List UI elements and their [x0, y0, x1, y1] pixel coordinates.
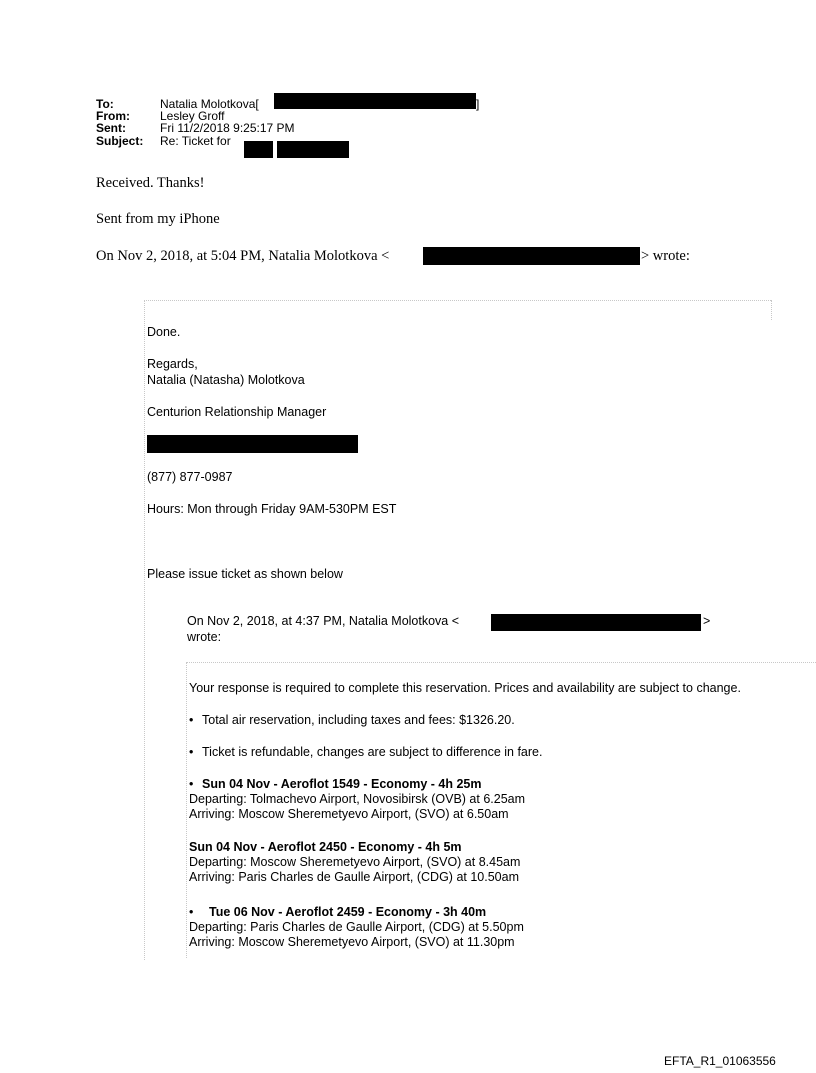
from-label: From:	[96, 109, 130, 123]
quote1-phone: (877) 877-0987	[147, 470, 233, 484]
redaction-subject-first	[244, 141, 273, 158]
flight-2-departing: Departing: Moscow Sheremetyevo Airport, (SVO) at 8.45am	[189, 855, 521, 869]
sent-label: Sent:	[96, 121, 126, 135]
redaction-subject-last	[277, 141, 349, 158]
flight-3-departing: Departing: Paris Charles de Gaulle Airport, (CDG) at 5.50pm	[189, 920, 524, 934]
nested-intro-suffix: >	[703, 614, 711, 628]
redaction-quote-email	[423, 247, 640, 265]
nested-intro-prefix: On Nov 2, 2018, at 4:37 PM, Natalia Molotkova <	[187, 614, 460, 628]
quote1-hours: Hours: Mon through Friday 9AM-530PM EST	[147, 502, 397, 516]
redaction-signature-email	[147, 435, 358, 453]
flight-1-heading: Sun 04 Nov - Aeroflot 1549 - Economy - 4h 25m	[202, 777, 482, 791]
bullet-refund: •	[189, 745, 194, 759]
bullet-total: •	[189, 713, 194, 727]
flight-3-arriving: Arriving: Moscow Sheremetyevo Airport, (SVO) at 11.30pm	[189, 935, 515, 949]
quote1-done: Done.	[147, 325, 181, 339]
quote1-border-left	[144, 300, 145, 960]
flight-1-departing: Departing: Tolmachevo Airport, Novosibirsk (OVB) at 6.25am	[189, 792, 526, 806]
quote-intro-prefix: On Nov 2, 2018, at 5:04 PM, Natalia Molotkova <	[96, 248, 390, 264]
to-value: Natalia Molotkova[	[160, 97, 259, 111]
sent-value: Fri 11/2/2018 9:25:17 PM	[160, 121, 295, 135]
subject-value: Re: Ticket for	[160, 134, 231, 148]
bullet-flight-3: •	[189, 905, 194, 919]
redaction-to-email	[274, 93, 476, 109]
bullet-flight-1: •	[189, 777, 194, 791]
quote1-regards: Regards,	[147, 357, 198, 371]
quote2-border-left	[186, 662, 187, 958]
quote2-border-top	[186, 662, 816, 663]
quote1-border-top	[144, 300, 771, 301]
quote-intro-suffix: > wrote:	[641, 248, 690, 264]
quote2-refund: Ticket is refundable, changes are subject to difference in fare.	[202, 745, 543, 759]
subject-label: Subject:	[96, 134, 144, 148]
to-label: To:	[96, 97, 114, 111]
quote2-total: Total air reservation, including taxes and fees: $1326.20.	[202, 713, 515, 727]
from-value: Lesley Groff	[160, 109, 225, 123]
reply-line-iphone: Sent from my iPhone	[96, 211, 220, 227]
reply-line-received: Received. Thanks!	[96, 175, 205, 191]
flight-3-heading: Tue 06 Nov - Aeroflot 2459 - Economy - 3h 40m	[209, 905, 487, 919]
to-close-bracket: ]	[476, 97, 480, 111]
redaction-nested-email	[491, 614, 701, 631]
flight-2-heading: Sun 04 Nov - Aeroflot 2450 - Economy - 4h 5m	[189, 840, 462, 854]
document-id: EFTA_R1_01063556	[664, 1054, 776, 1068]
quote1-instruction: Please issue ticket as shown below	[147, 567, 343, 581]
flight-1-arriving: Arriving: Moscow Sheremetyevo Airport, (SVO) at 6.50am	[189, 807, 509, 821]
flight-2-arriving: Arriving: Paris Charles de Gaulle Airport, (CDG) at 10.50am	[189, 870, 519, 884]
quote1-border-right	[771, 300, 772, 320]
quote1-signature-title: Centurion Relationship Manager	[147, 405, 327, 419]
quote2-intro: Your response is required to complete this reservation. Prices and availability are subject to change.	[189, 681, 741, 695]
quote1-signature-name: Natalia (Natasha) Molotkova	[147, 373, 305, 387]
nested-intro-wrote: wrote:	[187, 630, 222, 644]
